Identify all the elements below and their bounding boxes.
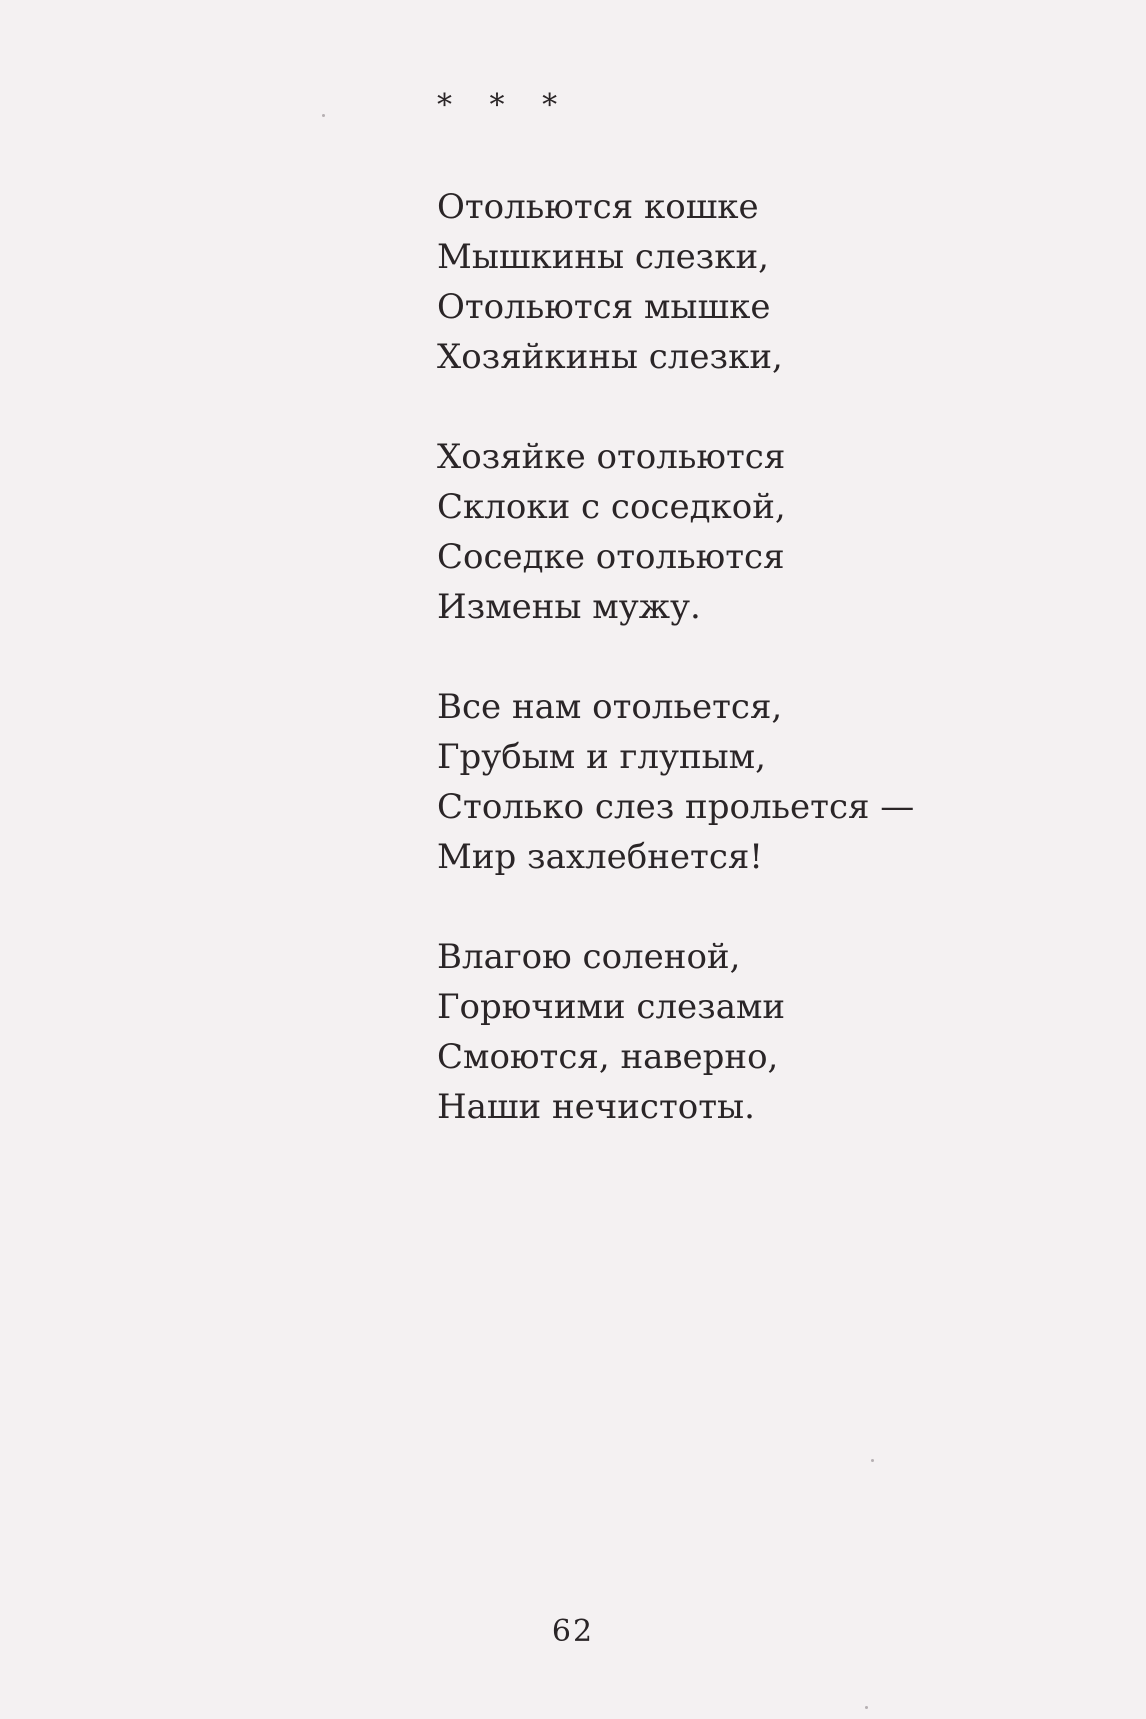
poem-line: Соседке отольются xyxy=(437,537,785,577)
paper-speck xyxy=(322,114,325,117)
poem-line: Отольются кошке xyxy=(437,187,759,227)
poem-line: Склоки с соседкой, xyxy=(437,487,786,527)
paper-speck xyxy=(865,1706,868,1709)
poem-line: Горючими слезами xyxy=(437,987,786,1027)
poem-line: Смоются, наверно, xyxy=(437,1037,779,1077)
poem xyxy=(437,78,997,1182)
stanza-2 xyxy=(437,432,997,632)
stanza-4 xyxy=(437,932,997,1132)
page-number: 62 xyxy=(551,1614,595,1649)
poem-line: Влагою соленой, xyxy=(437,937,741,977)
poem-line: Измены мужу. xyxy=(437,587,701,627)
poem-line: Грубым и глупым, xyxy=(437,737,766,777)
poem-line: Отольются мышке xyxy=(437,287,771,327)
poem-line: Хозяйкины слезки, xyxy=(437,337,783,377)
poem-line: Мышкины слезки, xyxy=(437,237,769,277)
section-ornament: * * * xyxy=(437,88,572,123)
poem-line: Все нам отольется, xyxy=(437,687,783,727)
stanza-1 xyxy=(437,182,997,382)
poem-line: Хозяйке отольются xyxy=(437,437,786,477)
poem-line: Мир захлебнется! xyxy=(437,837,763,877)
stanza-3 xyxy=(437,682,997,882)
paper-speck xyxy=(871,1459,874,1462)
poem-line: Наши нечистоты. xyxy=(437,1087,755,1127)
poem-line: Столько слез прольется — xyxy=(437,787,915,827)
